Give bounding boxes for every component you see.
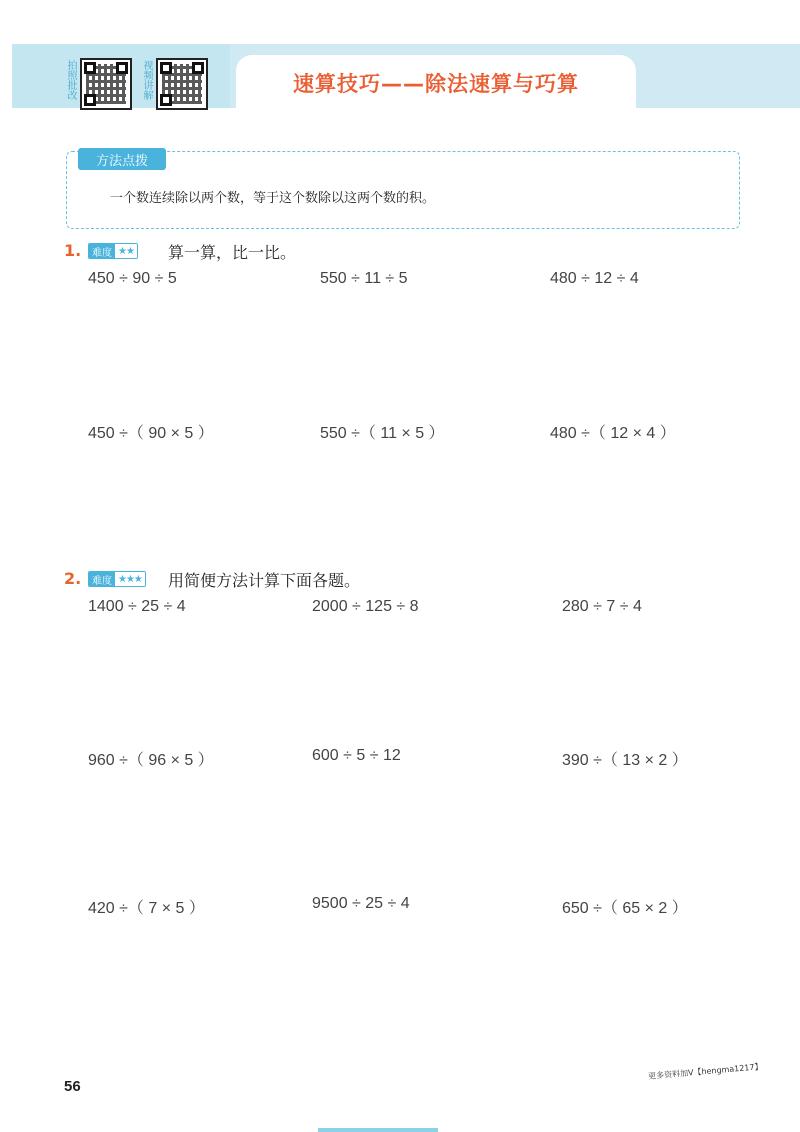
expression: 420 ÷（ 7 × 5 ）: [88, 900, 205, 917]
page-title: 速算技巧——除法速算与巧算: [236, 55, 636, 111]
expression: 550 ÷ 11 ÷ 5: [320, 270, 408, 287]
difficulty-stars-icon: ★★★: [115, 572, 145, 586]
expression: 9500 ÷ 25 ÷ 4: [312, 895, 410, 912]
difficulty-badge: [88, 243, 138, 259]
expression: 450 ÷（ 90 × 5 ）: [88, 425, 214, 442]
page-number: 56: [64, 1078, 81, 1095]
question-title: 用简便方法计算下面各题。: [168, 571, 361, 590]
expression: 450 ÷ 90 ÷ 5: [88, 270, 177, 287]
bottom-edge-bar: [318, 1128, 438, 1132]
expression: 960 ÷（ 96 × 5 ）: [88, 752, 214, 769]
header-top-margin: [12, 0, 800, 44]
expression: 280 ÷ 7 ÷ 4: [562, 598, 642, 615]
expression: 390 ÷（ 13 × 2 ）: [562, 752, 688, 769]
question-number: 2.: [64, 569, 82, 588]
expression: 550 ÷（ 11 × 5 ）: [320, 425, 445, 442]
qr-right-label: 视频讲解: [141, 60, 152, 100]
difficulty-badge: [88, 571, 146, 587]
method-tip-tag: 方法点拨: [78, 148, 166, 170]
expression: 480 ÷ 12 ÷ 4: [550, 270, 639, 287]
qr-left-label: 拍照批改: [65, 60, 76, 100]
question-title: 算一算，比一比。: [168, 243, 297, 262]
difficulty-label: 难度: [89, 244, 115, 258]
difficulty-label: 难度: [89, 572, 115, 586]
expression: 600 ÷ 5 ÷ 12: [312, 747, 401, 764]
expression: 1400 ÷ 25 ÷ 4: [88, 598, 186, 615]
question-number: 1.: [64, 241, 82, 260]
expression: 480 ÷（ 12 × 4 ）: [550, 425, 676, 442]
method-tip-text: 一个数连续除以两个数，等于这个数除以这两个数的积。: [110, 191, 436, 206]
qr-code-icon[interactable]: [156, 58, 208, 110]
expression: 650 ÷（ 65 × 2 ）: [562, 900, 688, 917]
expression: 2000 ÷ 125 ÷ 8: [312, 598, 419, 615]
watermark-text: 更多资料加V【hengma1217】: [647, 1062, 763, 1081]
qr-code-icon[interactable]: [80, 58, 132, 110]
difficulty-stars-icon: ★★: [115, 244, 137, 258]
